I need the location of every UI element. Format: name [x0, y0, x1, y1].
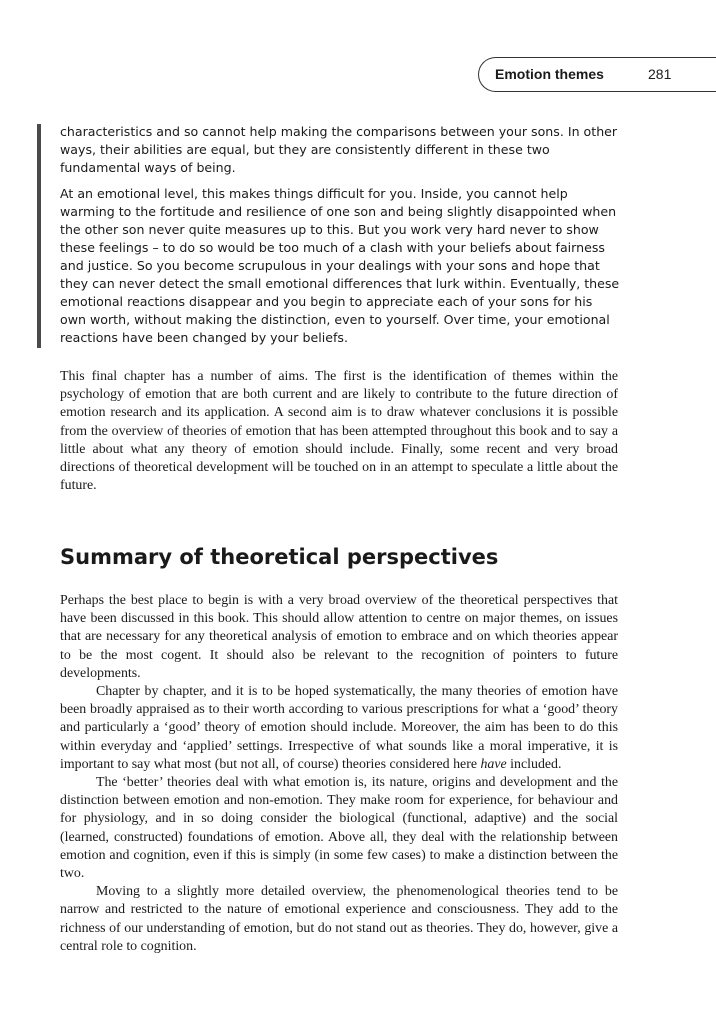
section-paragraph-4: Moving to a slightly more detailed overview, the phenomenological theories tend to be narrow and restricted to the nature of emotional experience and consciousness. They add to the richness of our understanding of emotion, but do not stand out as theories. They do, however, give a central role to cognition. — [60, 884, 618, 954]
paragraph-text: included. — [506, 756, 562, 772]
page-number: 281 — [648, 66, 672, 82]
intro-paragraph: This final chapter has a number of aims. The first is the identification of themes within the psychology of emotion that are both current and are likely to contribute to the future direction of emotion research and its application. A second aim is to draw whatever conclusions it is possible from the overview of theories of emotion that has been attempted throughout this book and to say a little about what any theory of emotion should include. Finally, some recent and very broad directions of theoretical development will be touched on in an attempt to speculate a little about the future. — [60, 369, 618, 494]
section-body — [60, 592, 618, 956]
section-heading: Summary of theoretical perspectives — [60, 545, 499, 569]
chapter-intro — [60, 368, 618, 495]
emphasis-text: have — [480, 756, 507, 772]
vignette-paragraph: At an emotional level, this makes things difficult for you. Inside, you cannot help warming to the fortitude and resilience of one son and being slightly disappointed when the other son never quite measures up to this. But you work very hard never to show these feelings – to do so would be too much of a clash with your beliefs about fairness and justice. So you become scrupulous in your dealings with your sons and hope that they can never detect the small emotional differences that lurk within. Eventually, these emotional reactions disappear and you begin to appreciate each of your sons for his own worth, without making the distinction, even to yourself. Over time, your emotional reactions have been changed by your beliefs. — [60, 186, 620, 345]
section-paragraph-2 — [60, 683, 618, 774]
section-paragraph-1: Perhaps the best place to begin is with a very broad overview of the theoretical perspectives that have been discussed in this book. This should allow attention to centre on major themes, on issues that are necessary for any theoretical analysis of emotion to embrace and on which theories appear to be the most cogent. It should also be relevant to the recognition of pointers to future developments. — [60, 593, 618, 681]
section-paragraph-3: The ‘better’ theories deal with what emotion is, its nature, origins and development and the distinction between emotion and non-emotion. They make room for experience, for behaviour and for physiology, and in so doing consider the biological (functional, adaptive) and the social (learned, constructed) foundations of emotion. Above all, they deal with the relationship between emotion and cognition, even if this is simply (in some few cases) to make a distinction between the two. — [60, 775, 618, 882]
vignette-paragraph: characteristics and so cannot help making the comparisons between your sons. In other ways, their abilities are equal, but they are consistently different in these two fundamental ways of being. — [60, 124, 618, 175]
paragraph-text: Chapter by chapter, and it is to be hoped systematically, the many theories of emotion have been broadly appraised as to their worth according to various prescriptions for what a ‘good’ theory and particularly a ‘good’ theory of emotion should include. Moreover, the aim has been to do this within everyday and ‘applied’ settings. Irrespective of what sounds like a moral imperative, it is important to say what most (but not all, of course) theories considered here — [60, 684, 618, 772]
running-header-title: Emotion themes — [495, 66, 604, 82]
vignette-margin-bar — [37, 124, 41, 348]
vignette-box — [60, 123, 620, 355]
